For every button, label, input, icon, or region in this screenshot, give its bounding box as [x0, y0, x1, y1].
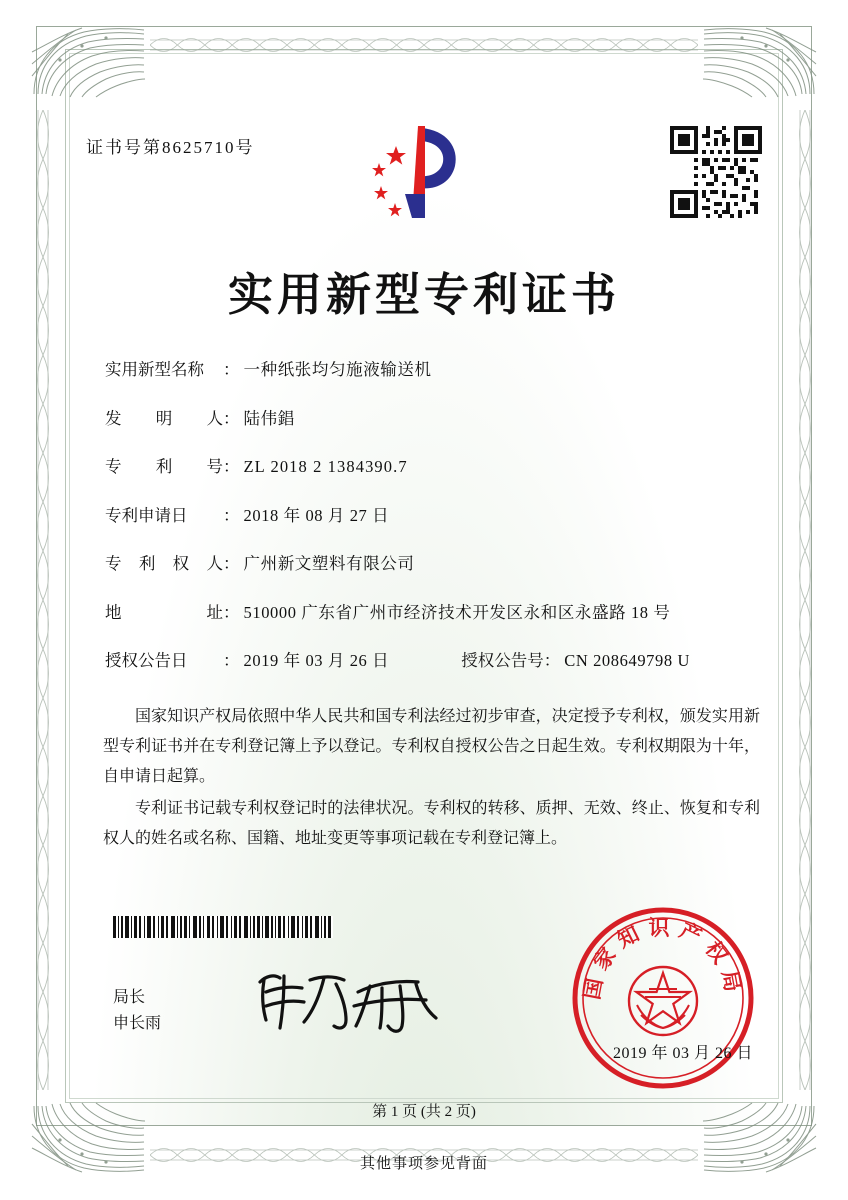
field-row-application-date [105, 502, 758, 526]
director-title-label: 局长 [113, 989, 146, 1006]
barcode-icon [113, 916, 333, 938]
field-row-address [105, 599, 758, 623]
field-colon: ： [223, 651, 240, 670]
legal-text-block [103, 702, 760, 856]
field-colon: ： [223, 554, 240, 573]
cnipa-logo-icon [355, 120, 475, 230]
field-label: 发 明 人 [105, 408, 223, 428]
field-colon: ： [543, 651, 561, 670]
seal-date: 2019 年 03 月 26 日 [612, 1045, 753, 1062]
field-value-address: 510000 广东省广州市经济技术开发区永和区永盛路 18 号 [243, 602, 671, 622]
signature-block [113, 985, 161, 1037]
svg-text:国家知识产权局: 国家知识产权局 [578, 915, 748, 1002]
field-colon: ： [223, 457, 240, 476]
qr-code-icon [670, 126, 762, 218]
field-row-inventor [105, 405, 758, 429]
field-label: 实用新型名称 [105, 360, 204, 379]
field-label-grant-date: 授权公告日 [105, 651, 188, 670]
back-page-note: 其他事项参见背面 [359, 1156, 488, 1172]
field-row-utility-model-name [105, 356, 758, 380]
field-row-patent-number [105, 453, 758, 477]
field-value-patentee: 广州新文塑料有限公司 [243, 554, 415, 573]
field-value-publication-number: CN 208649798 U [564, 651, 690, 670]
field-label: 专利申请日 [105, 505, 188, 525]
director-name-label: 申长雨 [113, 1015, 162, 1032]
field-colon: ： [223, 408, 240, 428]
handwritten-signature-icon [250, 962, 460, 1038]
field-value-utility-model-name: 一种纸张均匀施液输送机 [243, 360, 432, 379]
field-row-grant-publication [105, 647, 758, 671]
field-colon: ： [223, 360, 240, 379]
field-label: 专 利 号 [105, 457, 223, 476]
official-seal-icon [570, 905, 756, 1091]
paragraph-grant-statement: 国家知识产权局依照中华人民共和国专利法经过初步审查，决定授予专利权，颁发实用新型专利证书并在专利登记簿上予以登记。专利权自授权公告之日起生效。专利权期限为十年，自申请日起算。 [103, 708, 760, 785]
grant-publication-number-group [461, 647, 690, 671]
field-value-application-date: 2018 年 08 月 27 日 [243, 505, 390, 525]
field-value-patent-number: ZL 2018 2 1384390.7 [243, 457, 408, 476]
page-number: 第 1 页 (共 2 页) [372, 1104, 476, 1120]
field-label-publication-number: 授权公告号 [461, 651, 544, 670]
field-label: 专 利 权 人 [105, 554, 223, 573]
field-label: 地 址 [105, 602, 223, 622]
certificate-number: 证书号第8625710号 [86, 138, 255, 157]
field-colon: ： [223, 602, 240, 622]
field-colon: ： [223, 505, 240, 525]
paragraph-registry-statement: 专利证书记载专利权登记时的法律状况。专利权的转移、质押、无效、终止、恢复和专利权人的姓名或名称、国籍、地址变更等事项记载在专利登记簿上。 [103, 800, 760, 847]
patent-field-list [105, 356, 758, 671]
field-row-patentee [105, 550, 758, 574]
page-title: 实用新型专利证书 [227, 268, 620, 321]
field-value-grant-date: 2019 年 03 月 26 日 [243, 651, 390, 670]
field-value-inventor: 陆伟錩 [243, 408, 295, 428]
